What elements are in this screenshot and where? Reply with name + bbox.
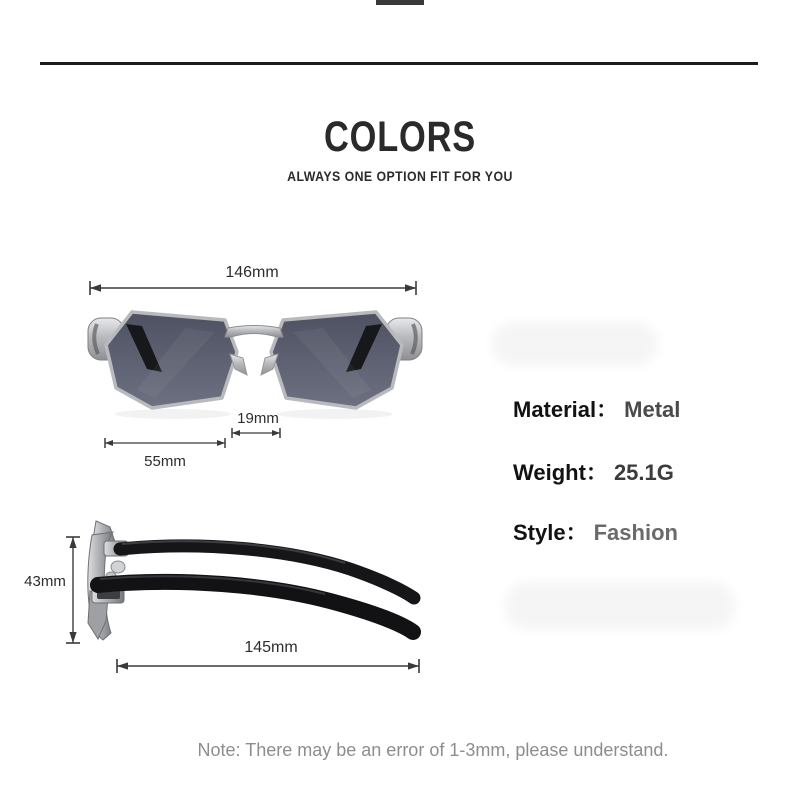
right-lens xyxy=(271,312,402,408)
spec-label: Material xyxy=(513,397,597,422)
spec-row-weight xyxy=(513,460,674,486)
temple-arm-near xyxy=(98,576,413,632)
left-lens xyxy=(106,312,237,408)
dimension-label-total-width: 146mm xyxy=(225,264,279,281)
spec-label: Weight xyxy=(513,460,586,485)
spec-value: Fashion xyxy=(593,520,678,545)
dimension-arrow-temple-length xyxy=(113,658,423,674)
dimension-arrow-lens-width xyxy=(103,437,227,449)
nose-pads xyxy=(230,354,278,375)
dimension-arrow-total-width xyxy=(86,279,420,297)
bridge-bar xyxy=(225,326,283,338)
watermark-blob xyxy=(505,582,735,630)
spec-row-style xyxy=(513,520,678,546)
spec-separator: ： xyxy=(565,520,588,545)
spec-separator: ： xyxy=(585,460,608,485)
page-subtitle: ALWAYS ONE OPTION FIT FOR YOU xyxy=(287,168,513,184)
spec-value: 25.1G xyxy=(613,460,674,485)
dimension-label-lens-height: 43mm xyxy=(24,573,66,590)
dimension-label-bridge-width: 19mm xyxy=(237,410,279,427)
spec-value: Metal xyxy=(624,397,681,422)
sunglasses-side-view-image xyxy=(60,515,430,650)
page-title: COLORS xyxy=(324,113,476,161)
cropped-text-bar xyxy=(376,0,424,5)
watermark-blob xyxy=(492,322,658,366)
dimension-arrow-bridge-width xyxy=(230,427,282,439)
spec-separator: ： xyxy=(596,397,619,422)
error-tolerance-note: Note: There may be an error of 1-3mm, please understand. xyxy=(197,740,669,760)
dimension-label-temple-length: 145mm xyxy=(244,639,298,656)
spec-row-material xyxy=(513,397,680,423)
spec-label: Style xyxy=(513,520,566,545)
divider-line xyxy=(40,62,758,65)
sunglasses-front-view-image xyxy=(85,298,425,428)
dimension-label-lens-width: 55mm xyxy=(144,453,186,470)
